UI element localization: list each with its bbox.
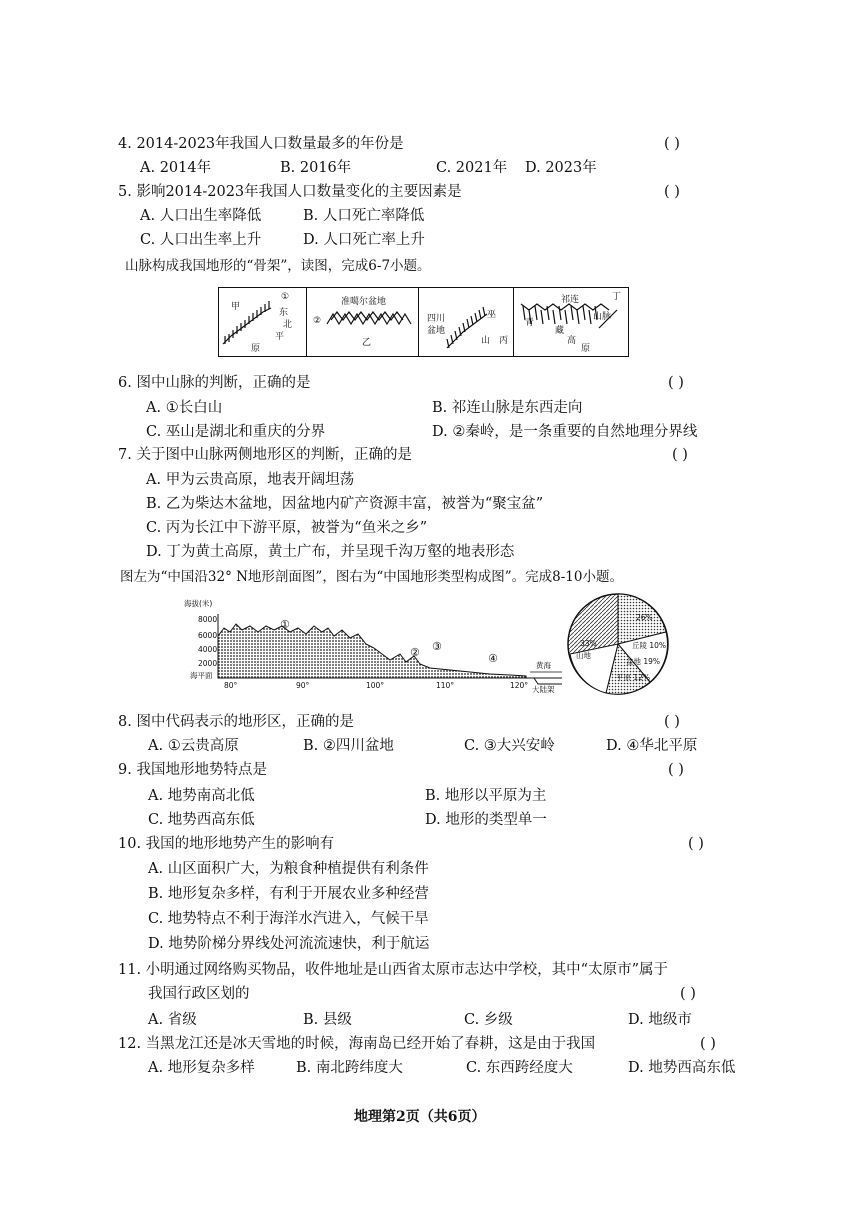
q9-option-c[interactable]: C. 地势西高东低 (148, 812, 255, 828)
label-wu: 巫 (487, 310, 497, 320)
q8-option-b[interactable]: B. ②四川盆地 (303, 738, 394, 754)
xtick-100: 100° (366, 681, 385, 690)
q8-option-a[interactable]: A. ①云贵高原 (148, 738, 239, 754)
xtick-90: 90° (296, 681, 310, 690)
q5-option-b[interactable]: B. 人口死亡率降低 (303, 208, 425, 224)
q10-option-b[interactable]: B. 地形复杂多样，有利于开展农业多种经营 (148, 886, 429, 902)
q4-answer-paren[interactable]: ( ) (664, 136, 680, 152)
q7-stem: 7. 关于图中山脉两侧地形区的判断，正确的是 (118, 447, 412, 463)
q4-option-c[interactable]: C. 2021年 (436, 160, 508, 176)
terrain-pie-figure (566, 592, 670, 696)
q12-option-a[interactable]: A. 地形复杂多样 (148, 1060, 255, 1076)
q6-option-b[interactable]: B. 祁连山脉是东西走向 (432, 400, 583, 416)
q4-option-d[interactable]: D. 2023年 (525, 160, 597, 176)
q7-option-c[interactable]: C. 丙为长江中下游平原，被誉为“鱼米之乡” (146, 520, 428, 536)
intro-8-10: 图左为“中国沿32° N地形剖面图”，图右为“中国地形类型构成图”。完成8-10小题。 (120, 569, 623, 585)
q8-stem: 8. 图中代码表示的地形区，正确的是 (118, 714, 354, 730)
q7-option-a[interactable]: A. 甲为云贵高原，地表开阔坦荡 (146, 472, 355, 488)
q5-option-c[interactable]: C. 人口出生率上升 (140, 232, 262, 248)
label-dong: 东 (279, 308, 289, 318)
pie-label-basin: 盆地 19% (626, 657, 661, 666)
q7-option-b[interactable]: B. 乙为柴达木盆地，因盆地内矿产资源丰富，被誉为“聚宝盆” (146, 496, 544, 512)
label-continental-shelf: 大陆架 (532, 685, 555, 694)
xtick-120: 120° (510, 681, 529, 690)
q5-option-a[interactable]: A. 人口出生率降低 (140, 208, 262, 224)
ytick-4000: 4000 (198, 645, 218, 654)
q11-stem: 11. 小明通过网络购买物品，收件地址是山西省太原市志达中学校，其中“太原市”属于 (118, 962, 668, 978)
q6-answer-paren[interactable]: ( ) (668, 375, 684, 391)
q11-option-d[interactable]: D. 地级市 (628, 1012, 692, 1028)
ytick-8000: 8000 (198, 615, 218, 624)
label-sichuan: 四川 (427, 314, 446, 324)
label-yuan-1: 原 (251, 344, 261, 354)
label-bing: 丙 (499, 336, 509, 346)
q5-answer-paren[interactable]: ( ) (664, 184, 680, 200)
label-shanmai: 山脉 (593, 312, 612, 322)
ytick-2000: 2000 (198, 659, 218, 668)
label-qing: 青 (525, 318, 535, 328)
q6-stem: 6. 图中山脉的判断，正确的是 (118, 375, 311, 391)
q4-option-b[interactable]: B. 2016年 (280, 160, 352, 176)
label-ding: 丁 (612, 292, 622, 302)
q11-answer-paren[interactable]: ( ) (680, 986, 696, 1002)
q10-option-c[interactable]: C. 地势特点不利于海洋水汽进入，气候干旱 (148, 911, 429, 927)
q9-answer-paren[interactable]: ( ) (668, 762, 684, 778)
q6-option-d[interactable]: D. ②秦岭，是一条重要的自然地理分界线 (432, 424, 698, 440)
q5-option-d[interactable]: D. 人口死亡率上升 (303, 232, 425, 248)
profile-mark-1: ① (280, 618, 290, 631)
q12-option-d[interactable]: D. 地势西高东低 (628, 1060, 736, 1076)
label-pendi: 盆地 (427, 326, 446, 336)
q11-option-b[interactable]: B. 县级 (303, 1012, 352, 1028)
profile-figure (170, 598, 570, 698)
label-shan-3: 山 (481, 336, 491, 346)
q11-stem-line2: 我国行政区划的 (148, 986, 250, 1002)
q4-option-a[interactable]: A. 2014年 (140, 160, 212, 176)
q10-answer-paren[interactable]: ( ) (688, 836, 704, 852)
q10-stem: 10. 我国的地形地势产生的影响有 (118, 836, 335, 852)
label-junggar: 准噶尔盆地 (341, 297, 387, 307)
q4-stem: 4. 2014-2023年我国人口数量最多的年份是 (118, 136, 404, 152)
xtick-80: 80° (224, 681, 238, 690)
q7-option-d[interactable]: D. 丁为黄土高原，黄土广布，并呈现千沟万壑的地表形态 (146, 544, 515, 560)
label-gao: 高 (567, 336, 577, 346)
q8-option-c[interactable]: C. ③大兴安岭 (464, 738, 555, 754)
profile-mark-2: ② (410, 646, 420, 659)
pie-label-33: 33% (580, 639, 597, 648)
label-zang: 藏 (555, 326, 565, 336)
profile-mark-3: ③ (432, 640, 442, 653)
q5-stem: 5. 影响2014-2023年我国人口数量变化的主要因素是 (118, 184, 462, 200)
q9-stem: 9. 我国地形地势特点是 (118, 762, 267, 778)
q8-answer-paren[interactable]: ( ) (664, 714, 680, 730)
q6-option-c[interactable]: C. 巫山是湖北和重庆的分界 (146, 424, 326, 440)
pie-label-plain: 平原 12% (616, 673, 651, 682)
q11-option-a[interactable]: A. 省级 (148, 1012, 197, 1028)
pie-label-mountain: 山地 (576, 651, 591, 660)
ytick-6000: 6000 (198, 631, 218, 640)
profile-ylabel: 海拔(米) (184, 599, 213, 608)
label-circle-2: ② (313, 316, 322, 326)
q12-option-c[interactable]: C. 东西跨经度大 (466, 1060, 573, 1076)
q9-option-b[interactable]: B. 地形以平原为主 (425, 788, 547, 804)
q8-option-d[interactable]: D. ④华北平原 (606, 738, 698, 754)
q12-stem: 12. 当黑龙江还是冰天雪地的时候，海南岛已经开始了春耕，这是由于我国 (118, 1036, 596, 1052)
q10-option-d[interactable]: D. 地势阶梯分界线处河流流速快，利于航运 (148, 936, 430, 952)
label-circle-1: ① (281, 292, 290, 302)
label-jia: 甲 (231, 302, 241, 312)
label-qilian: 祁连 (561, 295, 580, 305)
q12-answer-paren[interactable]: ( ) (700, 1036, 716, 1052)
page-footer: 地理第2页（共6页） (354, 1109, 486, 1125)
pie-label-26: 26% (636, 613, 653, 622)
label-bei: 北 (283, 320, 293, 330)
q9-option-a[interactable]: A. 地势南高北低 (148, 788, 255, 804)
q11-option-c[interactable]: C. 乡级 (464, 1012, 513, 1028)
label-ping: 平 (275, 332, 285, 342)
profile-mark-4: ④ (488, 652, 498, 665)
q6-option-a[interactable]: A. ①长白山 (146, 400, 223, 416)
q12-option-b[interactable]: B. 南北跨纬度大 (296, 1060, 403, 1076)
xtick-110: 110° (436, 681, 455, 690)
label-yuan-4: 原 (581, 344, 591, 354)
q7-answer-paren[interactable]: ( ) (672, 447, 688, 463)
ytick-sea-level: 海平面 (190, 671, 213, 680)
label-yi: 乙 (362, 338, 372, 348)
intro-6-7: 山脉构成我国地形的“骨架”，读图，完成6-7小题。 (125, 258, 431, 274)
pie-label-hills: 丘陵 10% (632, 641, 667, 650)
q9-option-d[interactable]: D. 地形的类型单一 (425, 812, 547, 828)
q10-option-a[interactable]: A. 山区面积广大，为粮食种植提供有利条件 (148, 861, 429, 877)
mountains-figure (218, 287, 629, 357)
label-yellow-sea: 黄海 (536, 661, 551, 670)
